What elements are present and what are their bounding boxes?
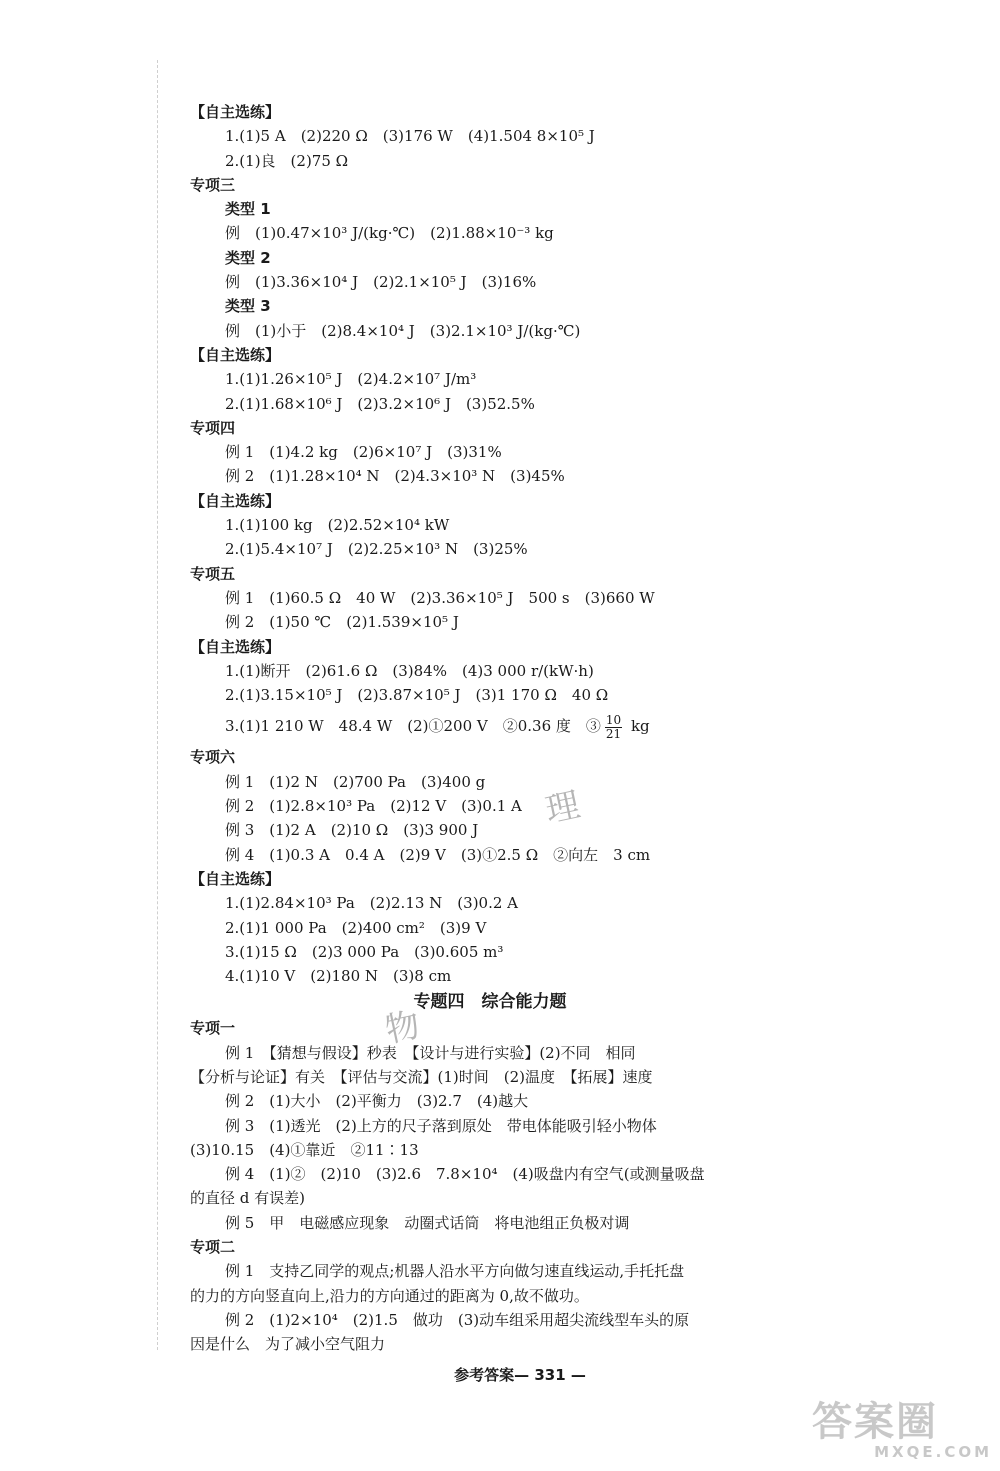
- section-label: 专项一: [190, 1019, 236, 1038]
- logo-url: MXQE.COM: [874, 1443, 992, 1461]
- paragraph-example-1: 例 1 支持乙同学的观点;机器人沿水平方向做匀速直线运动,手托托盘的力的方向竖直向上,沿力的方向通过的距离为 0,故不做功。: [190, 1262, 685, 1305]
- answers-block-a: [190, 100, 690, 707]
- answers-block-b: [190, 745, 690, 988]
- answer-line: 例 5 甲 电磁感应现象 动圈式话筒 将电池组正负极对调: [225, 1213, 630, 1232]
- section-label: 【自主选练】: [190, 637, 281, 656]
- fraction-line-suffix: kg: [626, 717, 650, 736]
- answer-line: 【分析与论证】有关 【评估与交流】(1)时间 (2)温度 【拓展】速度: [190, 1067, 653, 1086]
- fraction-numerator: 10: [605, 712, 622, 727]
- section-heading: 专题四 综合能力题: [413, 992, 567, 1013]
- answer-line: 类型 1: [225, 200, 271, 219]
- answer-line: 2.(1)1.68×10⁶ J (2)3.2×10⁶ J (3)52.5%: [225, 394, 535, 413]
- answer-line: 3.(1)15 Ω (2)3 000 Pa (3)0.605 m³: [225, 942, 504, 961]
- answer-line: (3)10.15 (4)①靠近 ②11∶13: [190, 1140, 419, 1159]
- answer-line: 例 2 (1)大小 (2)平衡力 (3)2.7 (4)越大: [225, 1092, 529, 1111]
- watermark-char-1: 理: [541, 784, 584, 832]
- answer-content: [190, 100, 705, 1357]
- site-watermark-logo: [812, 1400, 992, 1460]
- answer-line: 例 3 (1)2 A (2)10 Ω (3)3 900 J: [225, 821, 479, 840]
- logo-text: 答案圈: [812, 1399, 938, 1445]
- section-label: 专项六: [190, 748, 236, 767]
- answer-line: 的直径 d 有误差): [190, 1189, 305, 1208]
- answer-line: 例 (1)小于 (2)8.4×10⁴ J (3)2.1×10³ J/(kg·℃): [225, 321, 581, 340]
- answer-line: 2.(1)3.15×10⁵ J (2)3.87×10⁵ J (3)1 170 Ω 40 Ω: [225, 686, 609, 705]
- answer-line: 例 3 (1)透光 (2)上方的尺子落到原处 带电体能吸引轻小物体: [225, 1116, 657, 1135]
- answer-line: 类型 3: [225, 297, 271, 316]
- answer-line: 2.(1)1 000 Pa (2)400 cm² (3)9 V: [225, 918, 487, 937]
- section-label: 专项四: [190, 418, 236, 437]
- section-label: 【自主选练】: [190, 103, 281, 121]
- answer-line: 4.(1)10 V (2)180 N (3)8 cm: [225, 967, 452, 986]
- answer-line: 1.(1)5 A (2)220 Ω (3)176 W (4)1.504 8×10⁵ J: [225, 127, 595, 146]
- answer-line: 例 1 (1)2 N (2)700 Pa (3)400 g: [225, 772, 486, 791]
- answer-line: 例 2 (1)1.28×10⁴ N (2)4.3×10³ N (3)45%: [225, 467, 565, 486]
- fraction: [605, 714, 622, 741]
- answer-line: 例 2 (1)2.8×10³ Pa (2)12 V (3)0.1 A: [225, 797, 522, 816]
- page-footer: 参考答案— 331 —: [454, 1366, 586, 1384]
- answers-block-c: [190, 1016, 705, 1259]
- section-label: 专项五: [190, 564, 236, 583]
- fraction-line-prefix: 3.(1)1 210 W 48.4 W (2)①200 V ②0.36 度 ③: [225, 717, 601, 736]
- section-label: 专项二: [190, 1238, 236, 1257]
- answer-line: 2.(1)5.4×10⁷ J (2)2.25×10³ N (3)25%: [225, 540, 528, 559]
- answer-line: 例 1 (1)60.5 Ω 40 W (2)3.36×10⁵ J 500 s (3)660 W: [225, 588, 655, 607]
- answer-line: 2.(1)良 (2)75 Ω: [225, 151, 349, 170]
- paragraph-example-2: 例 2 (1)2×10⁴ (2)1.5 做功 (3)动车组采用超尖流线型车头的原因是什么 为了减小空气阻力: [190, 1310, 690, 1354]
- answer-line: 1.(1)100 kg (2)2.52×10⁴ kW: [225, 516, 450, 535]
- answer-line: 例 1 【猜想与假设】秒表 【设计与进行实验】(2)不同 相同: [225, 1043, 636, 1062]
- answer-line: 类型 2: [225, 248, 271, 267]
- answer-line: 例 4 (1)② (2)10 (3)2.6 7.8×10⁴ (4)吸盘内有空气(或测量吸盘: [225, 1165, 705, 1184]
- answer-line: 1.(1)1.26×10⁵ J (2)4.2×10⁷ J/m³: [225, 370, 477, 389]
- fraction-denominator: 21: [605, 726, 622, 741]
- answer-line: 例 (1)0.47×10³ J/(kg·℃) (2)1.88×10⁻³ kg: [225, 224, 554, 243]
- section-label: 【自主选练】: [190, 345, 281, 364]
- answer-line: 1.(1)2.84×10³ Pa (2)2.13 N (3)0.2 A: [225, 894, 518, 913]
- answer-line: 例 4 (1)0.3 A 0.4 A (2)9 V (3)①2.5 Ω ②向左 3 cm: [225, 845, 651, 864]
- answer-line: 例 1 (1)4.2 kg (2)6×10⁷ J (3)31%: [225, 443, 502, 462]
- section-label: 专项三: [190, 175, 236, 194]
- answer-line: 1.(1)断开 (2)61.6 Ω (3)84% (4)3 000 r/(kW·h): [225, 661, 594, 680]
- answer-line: 例 (1)3.36×10⁴ J (2)2.1×10⁵ J (3)16%: [225, 273, 537, 292]
- answer-line: 例 2 (1)50 ℃ (2)1.539×10⁵ J: [225, 613, 459, 632]
- watermark-char-2: 物: [381, 1004, 424, 1052]
- fraction-answer-line: [190, 707, 690, 745]
- section-label: 【自主选练】: [190, 869, 281, 888]
- margin-line: [157, 60, 159, 1350]
- section-label: 【自主选练】: [190, 491, 281, 510]
